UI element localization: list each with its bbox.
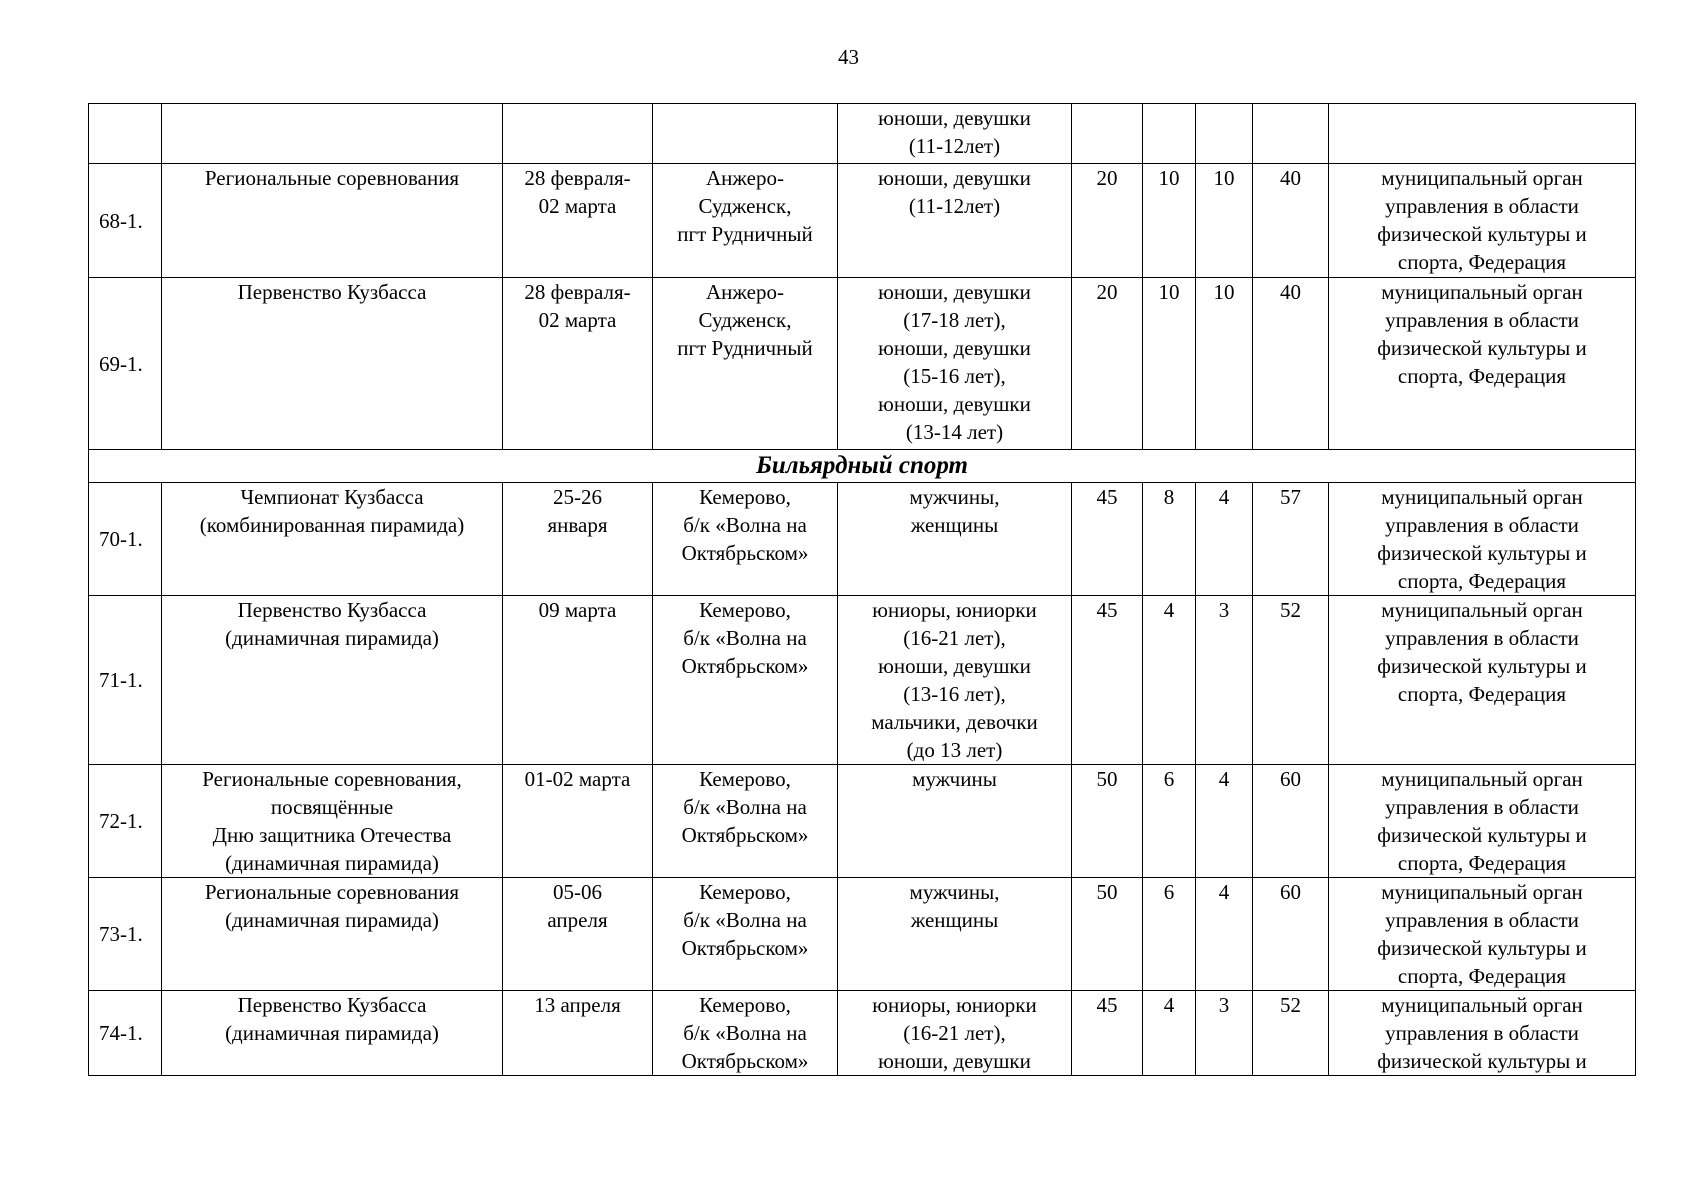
cell-dates: 09 марта xyxy=(503,596,653,765)
cell-count-1: 20 xyxy=(1072,278,1143,450)
cell-num: 69-1. xyxy=(89,278,162,450)
table-row xyxy=(89,278,1636,450)
cell-place: Кемерово, б/к «Волна на Октябрьском» xyxy=(653,483,838,596)
cell-name xyxy=(162,104,503,164)
cell-place: Кемерово, б/к «Волна на Октябрьском» xyxy=(653,878,838,991)
cell-count-2: 10 xyxy=(1143,278,1196,450)
cell-count-total xyxy=(1253,104,1329,164)
table-row xyxy=(89,765,1636,878)
cell-count-total: 52 xyxy=(1253,991,1329,1076)
table-row xyxy=(89,164,1636,278)
cell-place: Кемерово, б/к «Волна на Октябрьском» xyxy=(653,991,838,1076)
cell-count-2: 4 xyxy=(1143,991,1196,1076)
cell-participants: юниоры, юниорки (16-21 лет), юноши, девушки (13-16 лет), мальчики, девочки (до 13 лет) xyxy=(838,596,1072,765)
cell-organizer: муниципальный орган управления в области физической культуры и спорта, Федерация xyxy=(1329,483,1636,596)
table-row xyxy=(89,483,1636,596)
cell-organizer: муниципальный орган управления в области физической культуры и спорта, Федерация xyxy=(1329,278,1636,450)
cell-count-2: 4 xyxy=(1143,596,1196,765)
cell-count-3 xyxy=(1196,104,1253,164)
table-row xyxy=(89,596,1636,765)
competition-schedule-table xyxy=(88,103,1636,1076)
cell-dates: 05-06 апреля xyxy=(503,878,653,991)
cell-organizer: муниципальный орган управления в области физической культуры и спорта, Федерация xyxy=(1329,596,1636,765)
section-title: Бильярдный спорт xyxy=(89,450,1636,483)
cell-count-3: 10 xyxy=(1196,164,1253,278)
cell-count-2: 10 xyxy=(1143,164,1196,278)
cell-count-1: 50 xyxy=(1072,765,1143,878)
cell-organizer: муниципальный орган управления в области физической культуры и xyxy=(1329,991,1636,1076)
cell-organizer: муниципальный орган управления в области физической культуры и спорта, Федерация xyxy=(1329,878,1636,991)
cell-organizer xyxy=(1329,104,1636,164)
cell-count-2 xyxy=(1143,104,1196,164)
table-row xyxy=(89,991,1636,1076)
cell-count-1: 50 xyxy=(1072,878,1143,991)
cell-count-3: 10 xyxy=(1196,278,1253,450)
cell-count-1: 20 xyxy=(1072,164,1143,278)
cell-name: Первенство Кузбасса (динамичная пирамида) xyxy=(162,991,503,1076)
cell-organizer: муниципальный орган управления в области физической культуры и спорта, Федерация xyxy=(1329,765,1636,878)
cell-num: 70-1. xyxy=(89,483,162,596)
cell-place: Анжеро- Судженск, пгт Рудничный xyxy=(653,278,838,450)
cell-count-1: 45 xyxy=(1072,596,1143,765)
section-row xyxy=(89,450,1636,483)
cell-dates: 25-26 января xyxy=(503,483,653,596)
cell-count-total: 60 xyxy=(1253,765,1329,878)
cell-num: 68-1. xyxy=(89,164,162,278)
cell-count-total: 60 xyxy=(1253,878,1329,991)
cell-count-3: 4 xyxy=(1196,483,1253,596)
cell-count-3: 4 xyxy=(1196,878,1253,991)
cell-count-total: 40 xyxy=(1253,164,1329,278)
cell-organizer: муниципальный орган управления в области физической культуры и спорта, Федерация xyxy=(1329,164,1636,278)
cell-name: Первенство Кузбасса xyxy=(162,278,503,450)
cell-place: Анжеро- Судженск, пгт Рудничный xyxy=(653,164,838,278)
cell-count-total: 52 xyxy=(1253,596,1329,765)
cell-place: Кемерово, б/к «Волна на Октябрьском» xyxy=(653,596,838,765)
cell-count-total: 57 xyxy=(1253,483,1329,596)
cell-count-3: 3 xyxy=(1196,991,1253,1076)
cell-participants: мужчины, женщины xyxy=(838,878,1072,991)
cell-participants: юноши, девушки (11-12лет) xyxy=(838,104,1072,164)
cell-num: 73-1. xyxy=(89,878,162,991)
cell-count-3: 3 xyxy=(1196,596,1253,765)
cell-place xyxy=(653,104,838,164)
cell-name: Чемпионат Кузбасса (комбинированная пирамида) xyxy=(162,483,503,596)
cell-dates: 28 февраля- 02 марта xyxy=(503,164,653,278)
cell-count-1 xyxy=(1072,104,1143,164)
cell-count-total: 40 xyxy=(1253,278,1329,450)
cell-count-1: 45 xyxy=(1072,483,1143,596)
cell-count-2: 6 xyxy=(1143,878,1196,991)
cell-count-3: 4 xyxy=(1196,765,1253,878)
cell-num: 72-1. xyxy=(89,765,162,878)
cell-participants: мужчины xyxy=(838,765,1072,878)
cell-num xyxy=(89,104,162,164)
page-number: 43 xyxy=(838,45,859,69)
cell-dates: 13 апреля xyxy=(503,991,653,1076)
table-row-continuation xyxy=(89,104,1636,164)
table-row xyxy=(89,878,1636,991)
cell-count-2: 6 xyxy=(1143,765,1196,878)
cell-participants: юноши, девушки (11-12лет) xyxy=(838,164,1072,278)
cell-participants: юниоры, юниорки (16-21 лет), юноши, девушки xyxy=(838,991,1072,1076)
cell-name: Первенство Кузбасса (динамичная пирамида) xyxy=(162,596,503,765)
cell-count-2: 8 xyxy=(1143,483,1196,596)
cell-participants: юноши, девушки (17-18 лет), юноши, девушки (15-16 лет), юноши, девушки (13-14 лет) xyxy=(838,278,1072,450)
cell-count-1: 45 xyxy=(1072,991,1143,1076)
cell-dates xyxy=(503,104,653,164)
cell-name: Региональные соревнования (динамичная пирамида) xyxy=(162,878,503,991)
cell-participants: мужчины, женщины xyxy=(838,483,1072,596)
cell-num: 71-1. xyxy=(89,596,162,765)
cell-num: 74-1. xyxy=(89,991,162,1076)
cell-dates: 01-02 марта xyxy=(503,765,653,878)
cell-name: Региональные соревнования xyxy=(162,164,503,278)
cell-place: Кемерово, б/к «Волна на Октябрьском» xyxy=(653,765,838,878)
cell-name: Региональные соревнования, посвящённые Дню защитника Отечества (динамичная пирамида) xyxy=(162,765,503,878)
cell-dates: 28 февраля- 02 марта xyxy=(503,278,653,450)
